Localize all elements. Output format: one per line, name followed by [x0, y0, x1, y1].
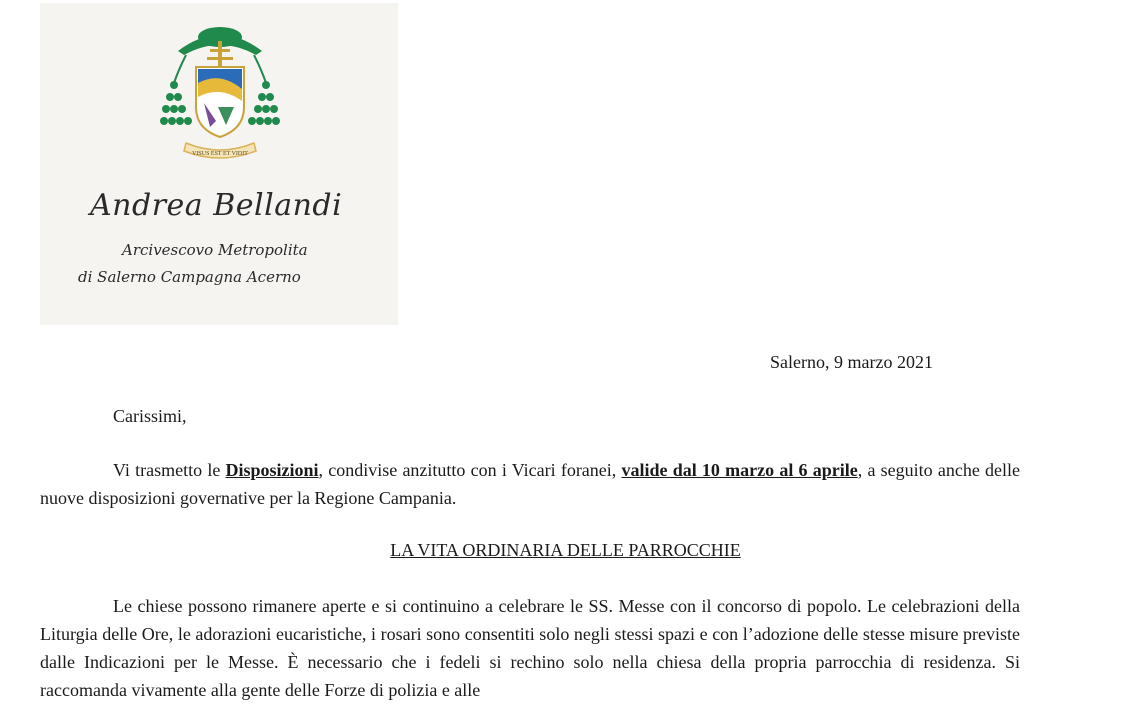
bishop-name: Andrea Bellandi: [90, 188, 343, 223]
diocese-name: di Salerno Campagna Acerno: [78, 268, 301, 286]
bishop-title: Arcivescovo Metropolita: [122, 241, 308, 259]
p1-text-2: , condivise anzitutto con i Vicari foranei,: [318, 460, 622, 480]
p2-text: Le chiese possono rimanere aperte e si continuino a celebrare le SS. Messe con il concorso di popolo. Le celebrazioni della Liturgia delle Ore, le adorazioni eucaristiche, i rosari sono consentiti solo negli stessi spazi e con l’adozione delle stesse misure previste dalle Indicazioni per le Messe. È necessario che i fedeli si rechino solo nella chiesa della propria parrocchia di residenza. Si raccomanda vivamente alla gente delle Forze di polizia e alle: [40, 596, 1020, 700]
coat-of-arms-icon: [160, 11, 280, 167]
letterhead: [40, 3, 398, 325]
section-title: LA VITA ORDINARIA DELLE PARROCCHIE: [390, 540, 741, 560]
motto-text: VISUS EST ET VIDIT: [192, 151, 248, 157]
place-date: Salerno, 9 marzo 2021: [770, 352, 933, 372]
paragraph-parishes: [40, 592, 1020, 704]
paragraph-intro: [40, 456, 1020, 512]
p1-text-3: , a seguito anche delle nuove disposizioni governative per la Regione Campania.: [40, 460, 1020, 508]
validity-period: valide dal 10 marzo al 6 aprile: [621, 460, 858, 480]
disposizioni-link: Disposizioni: [225, 460, 319, 480]
salutation: Carissimi,: [113, 406, 187, 426]
p1-text-1: Vi trasmetto le: [113, 460, 226, 480]
